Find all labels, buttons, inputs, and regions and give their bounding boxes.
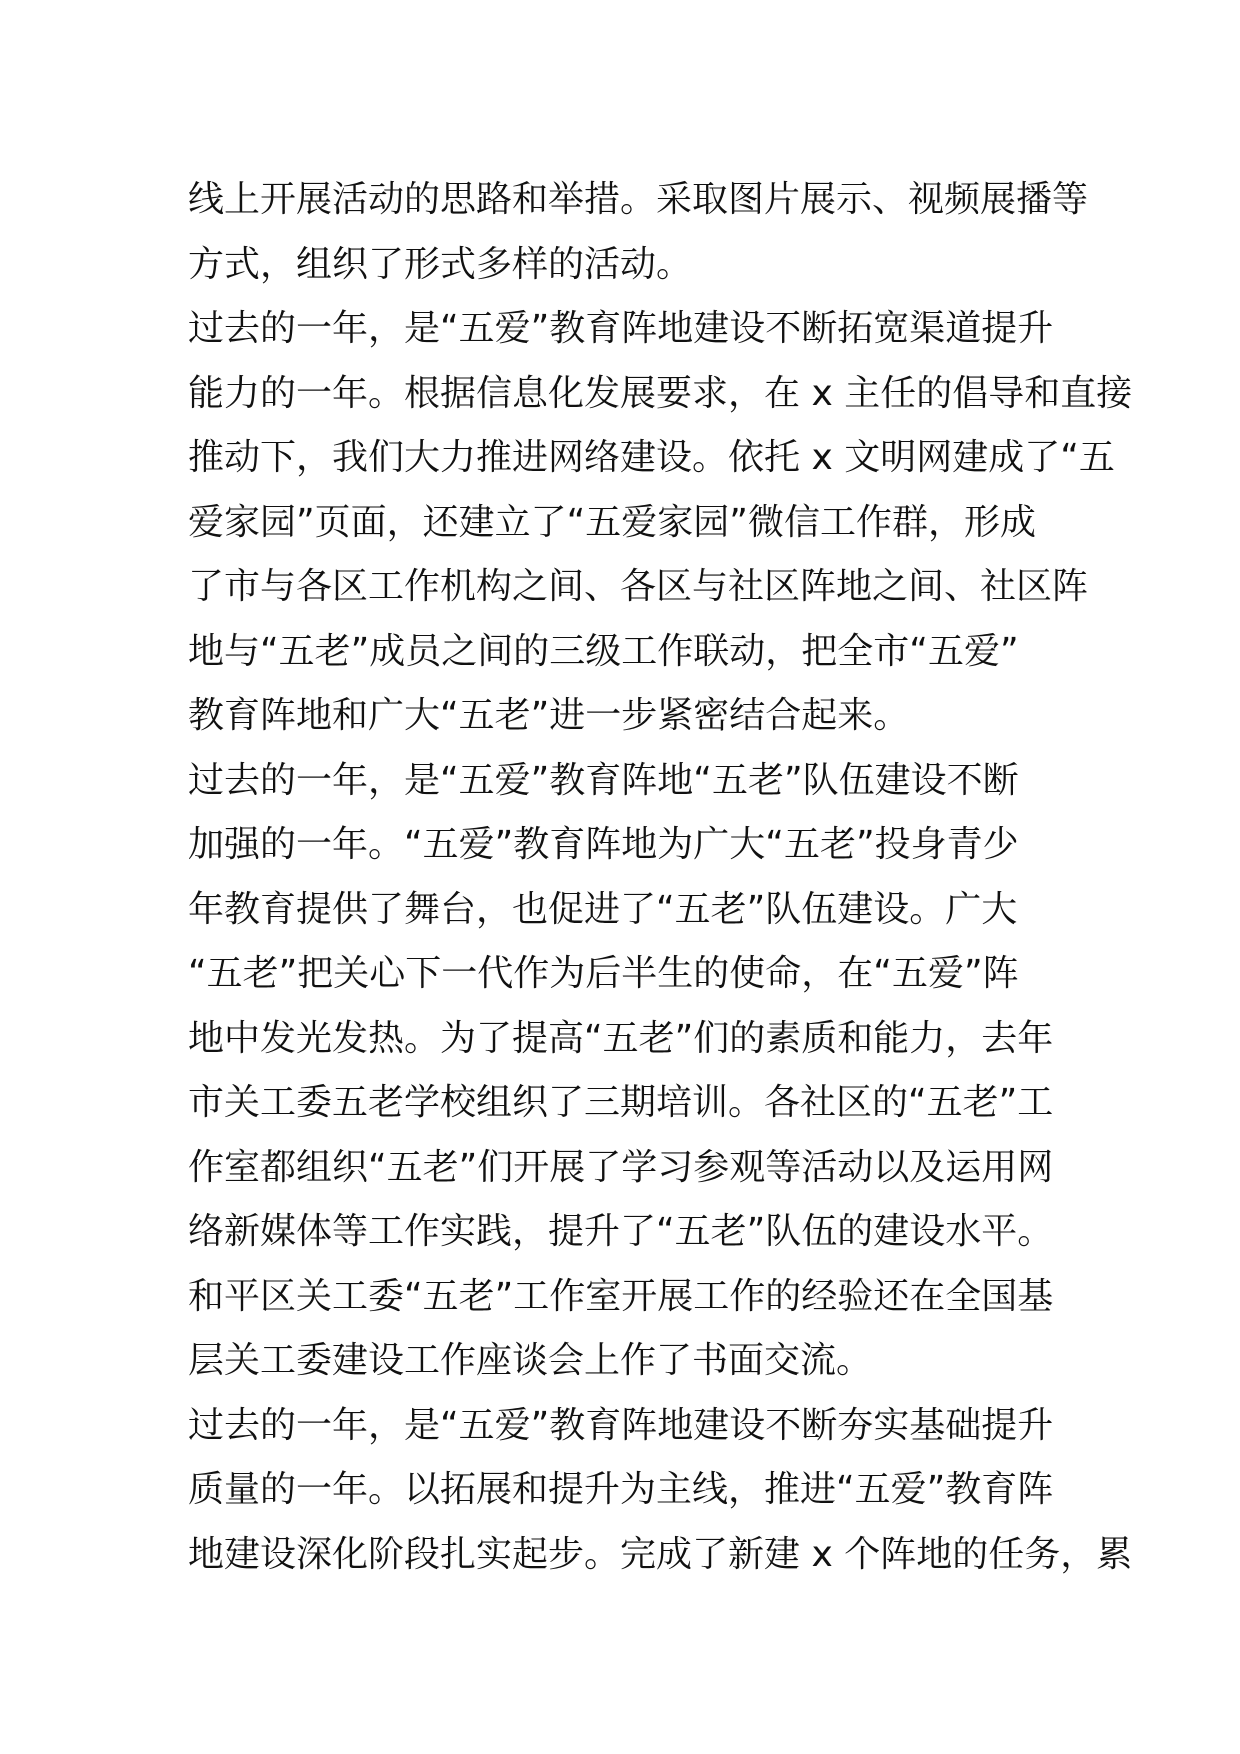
text-line: 质量的一年。以拓展和提升为主线，推进“五爱”教育阵	[188, 1469, 1054, 1510]
text-line: 能力的一年。根据信息化发展要求，在 x 主任的倡导和直接	[188, 372, 1133, 414]
paragraph-1	[188, 168, 1089, 297]
text-line: 爱家园”页面，还建立了“五爱家园”微信工作群，形成	[188, 501, 1036, 543]
text-line: 地中发光发热。为了提高“五老”们的素质和能力，去年	[188, 1017, 1054, 1059]
text-line: 教育阵地和广大“五老”进一步紧密结合起来。	[188, 695, 910, 736]
paragraph-2	[188, 297, 1133, 749]
text-line: 加强的一年。“五爱”教育阵地为广大“五老”投身青少	[188, 824, 1019, 865]
text-line: 推动下，我们大力推进网络建设。依托 x 文明网建成了“五	[188, 437, 1115, 478]
text-line: 了市与各区工作机构之间、各区与社区阵地之间、社区阵	[188, 566, 1089, 607]
text-line: 地建设深化阶段扎实起步。完成了新建 x 个阵地的任务，累	[188, 1533, 1133, 1575]
text-line: 过去的一年，是“五爱”教育阵地建设不断夯实基础提升	[188, 1404, 1054, 1446]
text-line: 过去的一年，是“五爱”教育阵地建设不断拓宽渠道提升	[188, 308, 1054, 349]
document-body	[188, 168, 1133, 1587]
text-line: 方式，组织了形式多样的活动。	[188, 243, 693, 285]
paragraph-4	[188, 1394, 1133, 1588]
text-line: “五老”把关心下一代作为后半生的使命，在“五爱”阵	[188, 953, 1019, 994]
text-line: 和平区关工委“五老”工作室开展工作的经验还在全国基	[188, 1275, 1054, 1317]
text-line: 络新媒体等工作实践，提升了“五老”队伍的建设水平。	[188, 1211, 1054, 1252]
text-line: 作室都组织“五老”们开展了学习参观等活动以及运用网	[188, 1146, 1054, 1188]
text-line: 过去的一年，是“五爱”教育阵地“五老”队伍建设不断	[188, 759, 1019, 801]
paragraph-3	[188, 749, 1058, 1394]
text-line: 层关工委建设工作座谈会上作了书面交流。	[188, 1340, 873, 1381]
text-line: 线上开展活动的思路和举措。采取图片展示、视频展播等	[188, 179, 1089, 220]
text-line: 年教育提供了舞台，也促进了“五老”队伍建设。广大	[188, 888, 1018, 930]
text-line: 地与“五老”成员之间的三级工作联动，把全市“五爱”	[188, 630, 1019, 672]
text-line: 市关工委五老学校组织了三期培训。各社区的“五老”工	[188, 1082, 1054, 1123]
